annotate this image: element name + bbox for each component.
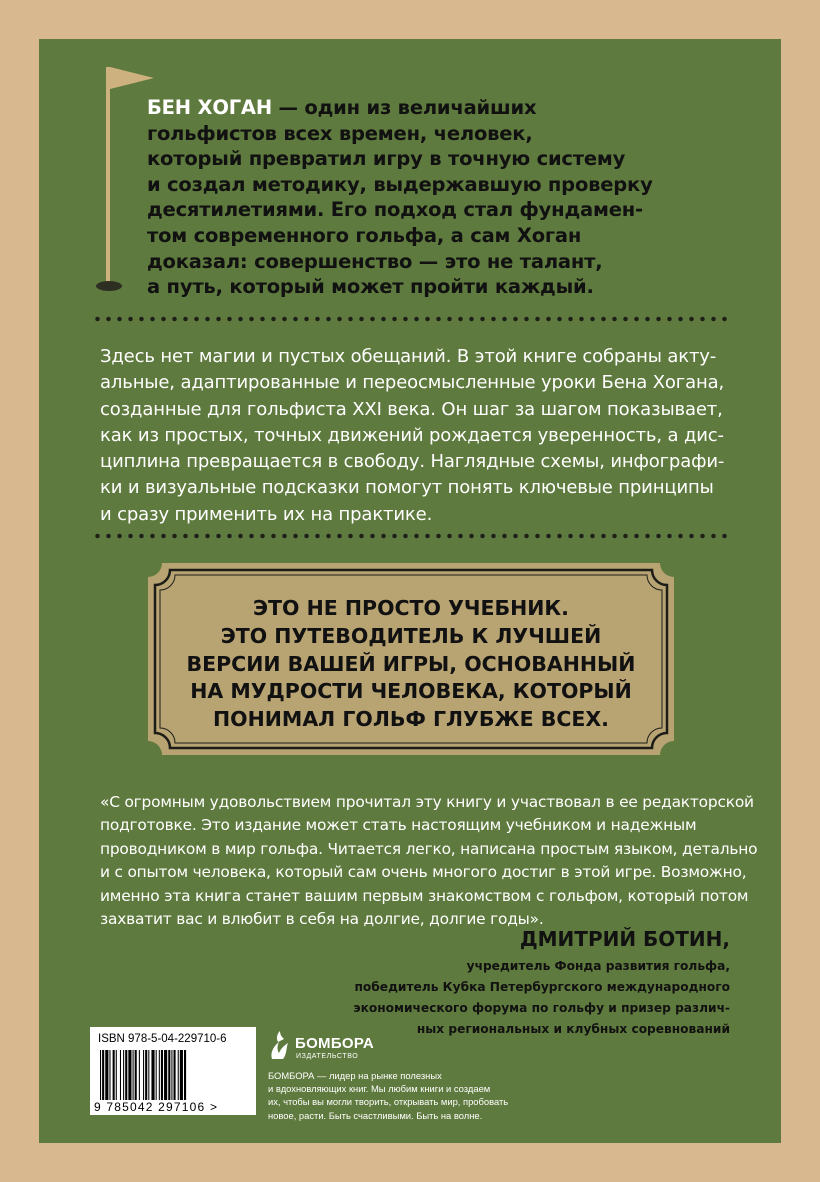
plaque-line: ЭТО ПУТЕВОДИТЕЛЬ К ЛУЧШЕЙ: [220, 623, 602, 648]
intro-line: который превратил игру в точную систему: [147, 147, 626, 171]
plaque-line: ЭТО НЕ ПРОСТО УЧЕБНИК.: [253, 596, 569, 620]
intro-line: том современного гольфа, а сам Хоган: [147, 223, 582, 247]
intro-line: десятилетиями. Его подход стал фундамен-: [147, 198, 643, 222]
publisher-line: и вдохновляющих книг. Мы любим книги и создаем: [268, 1083, 491, 1095]
barcode-stripe: [105, 1050, 108, 1100]
bombora-logo-icon: [268, 1030, 292, 1060]
barcode-stripe: [178, 1050, 179, 1100]
barcode-stripe: [143, 1050, 144, 1100]
barcode-stripe: [156, 1050, 157, 1100]
barcode-stripe: [125, 1050, 127, 1100]
author-name: ДМИТРИЙ БОТИН,: [519, 927, 730, 951]
quote-line: проводником в мир гольфа. Читается легко, написана простым языком, детально: [100, 839, 758, 858]
plaque-line: ПОНИМАЛ ГОЛЬФ ГЛУБЖЕ ВСЕХ.: [213, 707, 609, 732]
description-paragraph: [100, 344, 740, 528]
barcode-stripe: [120, 1050, 121, 1100]
intro-line: доказал: совершенство — это не талант,: [147, 249, 603, 273]
golf-flag-icon: [110, 67, 154, 89]
publisher-line: БОМБОРА — лидер на рынке полезных: [268, 1070, 442, 1081]
barcode-stripe: [100, 1050, 101, 1100]
description-line: альные, адаптированные и переосмысленные уроки Бена Хогана,: [100, 372, 725, 394]
barcode-stripe: [116, 1050, 117, 1100]
barcode-stripe: [109, 1050, 110, 1100]
isbn-number: ISBN 978-5-04-229710-6: [98, 1033, 227, 1045]
barcode-stripe: [161, 1050, 163, 1100]
intro-lead-name: БЕН ХОГАН: [147, 96, 272, 119]
dotted-divider: [92, 316, 728, 322]
quote-line: именно эта книга станет вашим первым знакомством с гольфом, который потом: [100, 886, 749, 905]
isbn-barcode: [90, 1027, 256, 1115]
barcode-stripe: [139, 1050, 140, 1100]
intro-line: а путь, который может пройти каждый.: [147, 275, 594, 299]
barcode-bars: [100, 1050, 248, 1100]
barcode-stripe: [184, 1050, 186, 1100]
testimonial-quote: [100, 791, 758, 931]
barcode-digits: 9 785042 297106 >: [94, 1100, 219, 1114]
barcode-stripe: [148, 1050, 149, 1100]
intro-paragraph: [147, 95, 777, 300]
intro-line: и создал методику, выдержавшую проверку: [147, 172, 653, 196]
author-credentials: [353, 956, 730, 1040]
barcode-stripe: [159, 1050, 160, 1100]
publisher-line: новое, расти. Быть счастливыми. Быть на волне.: [268, 1109, 483, 1121]
quote-line: «С огромным удовольствием прочитал эту книгу и участвовал в ее редакторской: [100, 793, 754, 811]
publisher-blurb: [268, 1069, 508, 1122]
barcode-stripe: [128, 1050, 131, 1100]
flag-pole: [106, 67, 110, 285]
description-line: как из простых, точных движений рождается уверенность, а дис-: [100, 424, 724, 446]
barcode-stripe: [113, 1050, 115, 1100]
publisher-logo-subtitle: ИЗДАТЕЛЬСТВО: [296, 1053, 359, 1060]
barcode-stripe: [171, 1050, 172, 1100]
quote-line: подготовке. Это издание может стать настоящим учебником и надежным: [100, 816, 697, 835]
intro-line-1: БЕН ХОГАН — один из величайших: [147, 96, 537, 119]
author-credential-line: победитель Кубка Петербургского международного: [354, 980, 730, 994]
description-line: созданные для гольфиста XXI века. Он шаг за шагом показывает,: [100, 398, 723, 420]
barcode-stripe: [135, 1050, 137, 1100]
quote-line: захватит вас и влюбит в себя на долгие, долгие годы».: [100, 910, 544, 929]
quote-line: и с опытом человека, который сам очень многого достиг в этой игре. Возможно,: [100, 863, 747, 882]
plaque-text: [148, 595, 674, 734]
description-line: и сразу применить их на практике.: [100, 503, 433, 525]
description-line: Здесь нет магии и пустых обещаний. В этой книге собраны акту-: [100, 346, 717, 367]
barcode-stripe: [145, 1050, 147, 1100]
barcode-stripe: [102, 1050, 104, 1100]
intro-line: гольфистов всех времен, человек,: [147, 121, 533, 145]
barcode-stripe: [180, 1050, 183, 1100]
barcode-stripe: [168, 1050, 170, 1100]
dotted-divider: [92, 533, 728, 539]
barcode-stripe: [164, 1050, 167, 1100]
description-line: циплина превращается в свободу. Наглядные схемы, инфографи-: [100, 451, 725, 473]
barcode-stripe: [123, 1050, 124, 1100]
plaque-line: ВЕРСИИ ВАШЕЙ ИГРЫ, ОСНОВАННЫЙ: [186, 651, 636, 676]
publisher-line: их, чтобы вы могли творить, открывать мир, пробовать: [268, 1096, 509, 1108]
barcode-stripe: [133, 1050, 134, 1100]
author-credential-line: экономического форума по гольфу и призер различ-: [353, 1001, 730, 1015]
golf-hole-icon: [96, 281, 122, 291]
publisher-logo-name: БОМБОРА: [295, 1035, 375, 1052]
plaque-line: НА МУДРОСТИ ЧЕЛОВЕКА, КОТОРЫЙ: [190, 679, 632, 704]
author-credential-line: ных региональных и клубных соревнований: [416, 1022, 730, 1036]
barcode-stripe: [151, 1050, 154, 1100]
barcode-stripe: [174, 1050, 176, 1100]
description-line: ки и визуальные подсказки помогут понять ключевые принципы: [100, 477, 714, 499]
author-credential-line: учредитель Фонда развития гольфа,: [466, 959, 730, 973]
